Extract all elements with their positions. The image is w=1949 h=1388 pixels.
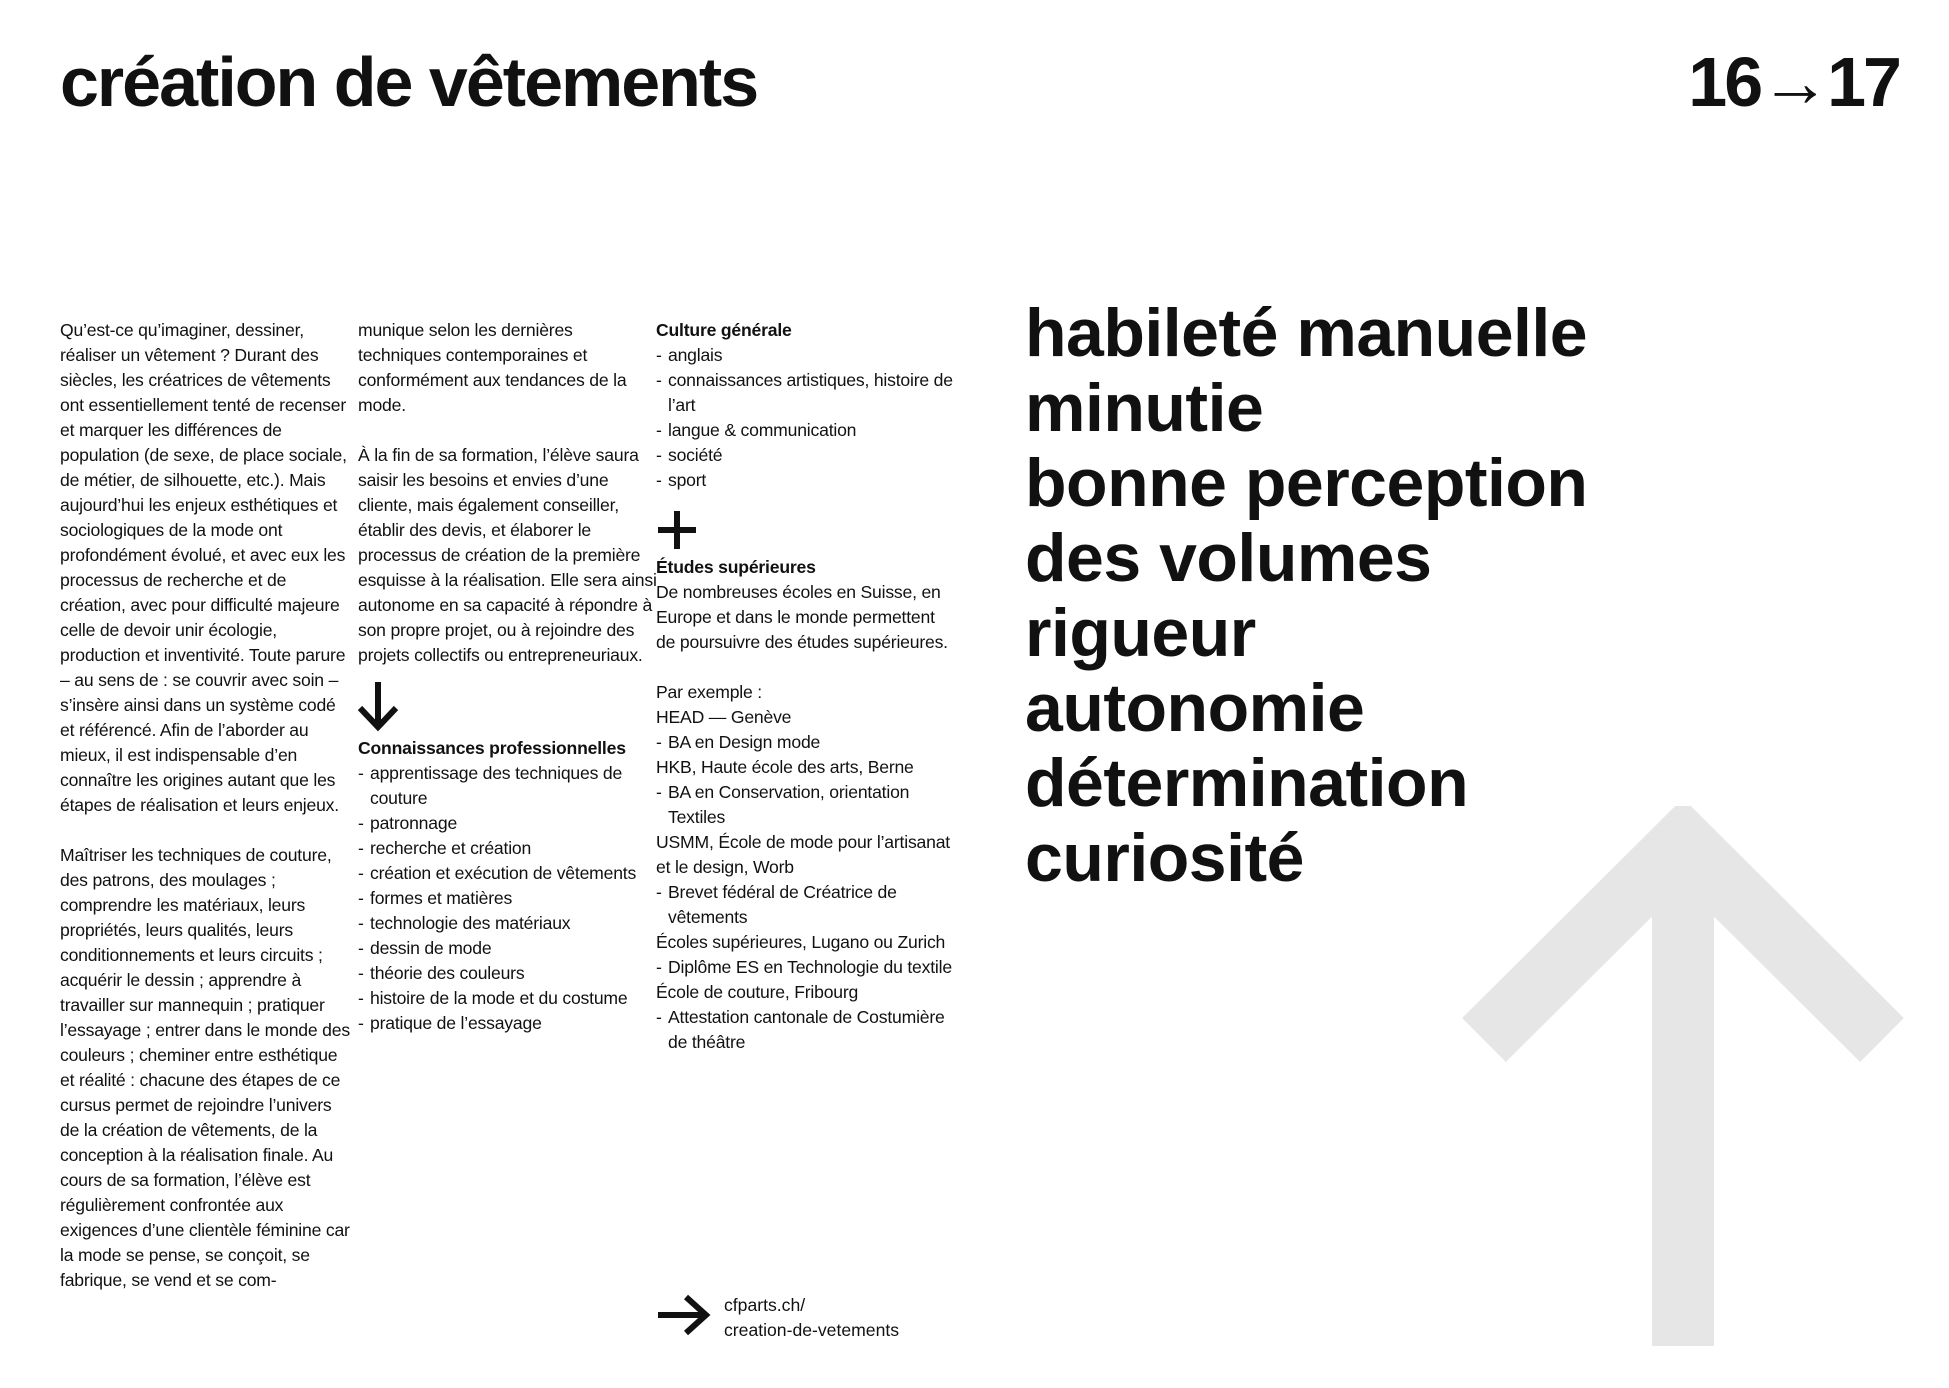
school-programs xyxy=(656,880,956,930)
quality-item: autonomie xyxy=(1025,670,1365,746)
website-link-line-2: creation-de-vetements xyxy=(724,1320,900,1340)
connaissances-item: - apprentissage des techniques de couture xyxy=(358,761,658,811)
training-paragraph-1: munique selon les dernières techniques contemporaines et conformément aux tendances de la mode. xyxy=(358,320,627,415)
exemple-label: Par exemple : xyxy=(656,682,762,702)
quality-item: curiosité xyxy=(1025,820,1304,896)
school-program: - Brevet fédéral de Créatrice de vêtements xyxy=(656,880,956,930)
quality-item: minutie xyxy=(1025,370,1264,446)
culture-column xyxy=(656,318,956,1055)
school-name: HKB, Haute école des arts, Berne xyxy=(656,757,914,777)
culture-item: - anglais xyxy=(656,343,956,368)
school-program: - BA en Conservation, orientation Textiles xyxy=(656,780,956,830)
connaissances-item: - dessin de mode xyxy=(358,936,658,961)
quality-item: bonne perception xyxy=(1025,445,1588,521)
culture-list xyxy=(656,343,956,493)
training-paragraph-2: À la fin de sa formation, l’élève saura saisir les besoins et envies d’une cliente, mais également conseiller, établir des devis, et élaborer le processus de création de la première esquisse à la réalisation. Elle sera ainsi autonome en sa capacité à répondre à son propre projet, ou à rejoindre des projets collectifs ou entrepreneuriaux. xyxy=(358,445,657,665)
website-link-text[interactable] xyxy=(724,1293,899,1343)
school-programs xyxy=(656,955,956,980)
page-title: création de vêtements xyxy=(60,43,758,121)
intro-column xyxy=(60,318,350,1293)
arrow-right-icon xyxy=(656,1293,712,1337)
connaissances-item: - formes et matières xyxy=(358,886,658,911)
connaissances-item: - recherche et création xyxy=(358,836,658,861)
plus-icon xyxy=(656,509,698,551)
connaissances-list xyxy=(358,761,658,1036)
connaissances-item: - théorie des couleurs xyxy=(358,961,658,986)
quality-item: détermination xyxy=(1025,745,1469,821)
arrow-down-icon xyxy=(356,680,400,732)
intro-paragraph-2: Maîtriser les techniques de couture, des patrons, des moulages ; comprendre les matériaux, leurs propriétés, leurs qualités, leurs conditionnements et leurs circuits ; acquérir le dessin ; apprendre à travailler sur mannequin ; pratiquer l’essayage ; entrer dans le monde des couleurs ; cheminer entre esthétique et réalité : chacune des étapes de ce cursus permet de rejoindre l’univers de la création de vêtements, de la conception à la réalisation finale. Au cours de sa formation, l’élève est régulièrement confrontée aux exigences d’une clientèle féminine car la mode se pense, se conçoit, se fabrique, se vend et se com- xyxy=(60,845,350,1290)
school-name: Écoles supérieures, Lugano ou Zurich xyxy=(656,932,946,952)
school-programs xyxy=(656,1005,956,1055)
school-name: École de couture, Fribourg xyxy=(656,982,859,1002)
quality-item: habileté manuelle xyxy=(1025,295,1588,371)
training-column xyxy=(358,318,658,1036)
school-name: HEAD — Genève xyxy=(656,707,792,727)
school-program: - BA en Design mode xyxy=(656,730,956,755)
quality-item: rigueur xyxy=(1025,595,1256,671)
school-programs xyxy=(656,730,956,755)
website-link[interactable] xyxy=(656,1293,899,1343)
connaissances-item: - technologie des matériaux xyxy=(358,911,658,936)
arrow-up-icon xyxy=(1462,806,1904,1346)
connaissances-item: - pratique de l’essayage xyxy=(358,1011,658,1036)
school-program: - Attestation cantonale de Costumière de théâtre xyxy=(656,1005,956,1055)
website-link-line-1: cfparts.ch/ xyxy=(724,1295,806,1315)
school-program: - Diplôme ES en Technologie du textile xyxy=(656,955,956,980)
etudes-heading: Études supérieures xyxy=(656,557,816,577)
schools-list xyxy=(656,705,956,1055)
culture-item: - connaissances artistiques, histoire de l’art xyxy=(656,368,956,418)
connaissances-item: - histoire de la mode et du costume xyxy=(358,986,658,1011)
culture-heading: Culture générale xyxy=(656,320,792,340)
connaissances-item: - patronnage xyxy=(358,811,658,836)
connaissances-item: - création et exécution de vêtements xyxy=(358,861,658,886)
school-programs xyxy=(656,780,956,830)
culture-item: - société xyxy=(656,443,956,468)
intro-paragraph-1: Qu’est-ce qu’imaginer, dessiner, réaliser un vêtement ? Durant des siècles, les créatrices de vêtements ont essentiellement tenté de recenser et marquer les différences de population (de sexe, de place sociale, de métier, de silhouette, etc.). Mais aujourd’hui les enjeux esthétiques et sociologiques de la mode ont profondément évolué, et avec eux les processus de recherche et de création, avec pour difficulté majeure celle de devoir unir écologie, production et inventivité. Toute parure – au sens de : se couvrir avec soin – s’insère ainsi dans un système codé et référencé. Afin de l’aborder au mieux, il est indispensable d’en connaître les origines autant que les étapes de réalisation et leurs enjeux. xyxy=(60,320,347,815)
culture-item: - langue & communication xyxy=(656,418,956,443)
school-name: USMM, École de mode pour l’artisanat et le design, Worb xyxy=(656,832,950,877)
quality-item: des volumes xyxy=(1025,520,1432,596)
connaissances-heading: Connaissances professionnelles xyxy=(358,738,626,758)
etudes-text: De nombreuses écoles en Suisse, en Europe et dans le monde permettent de poursuivre des études supérieures. xyxy=(656,582,948,652)
culture-item: - sport xyxy=(656,468,956,493)
page-numbers: 16→17 xyxy=(1688,43,1899,121)
